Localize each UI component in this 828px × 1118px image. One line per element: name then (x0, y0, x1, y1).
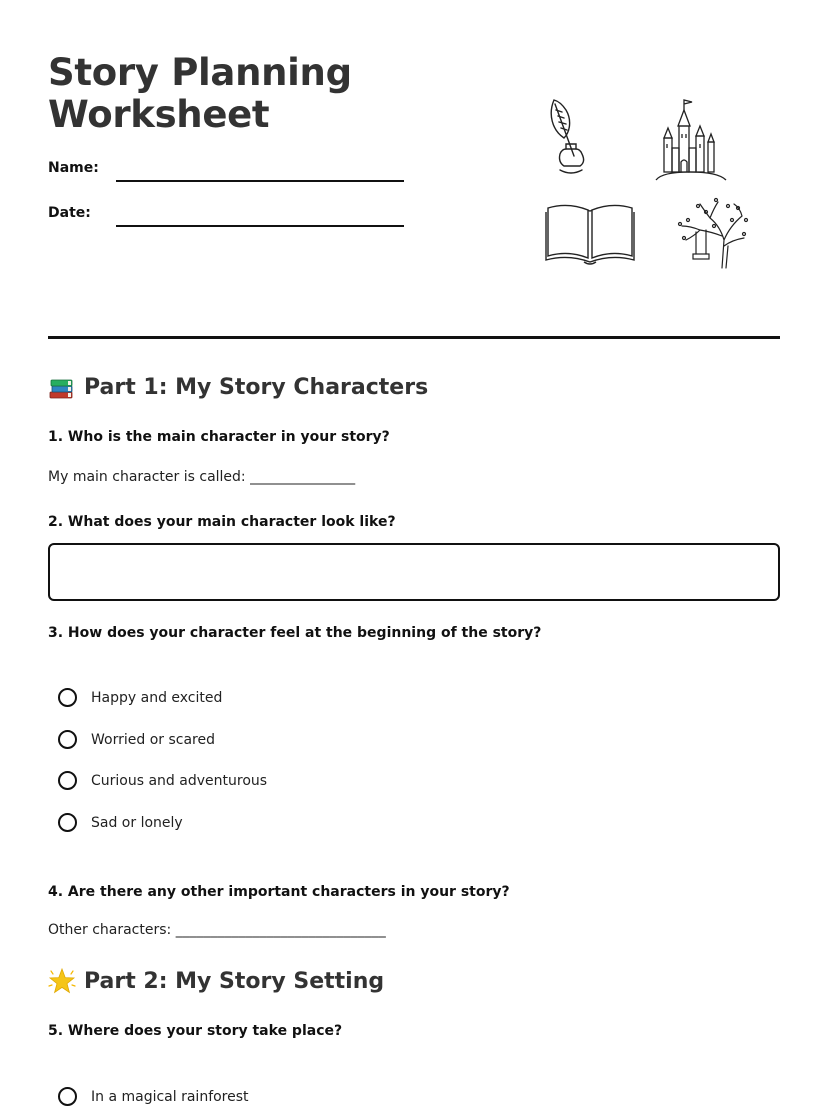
quill-ink-icon (546, 96, 596, 180)
q3-option[interactable] (58, 688, 222, 707)
part2-heading-text: Part 2: My Story Setting (84, 968, 385, 994)
name-field[interactable] (116, 180, 404, 182)
open-book-icon (544, 200, 636, 266)
part2-heading (48, 968, 384, 994)
date-field[interactable] (116, 225, 404, 227)
q3-option-label: Sad or lonely (91, 814, 183, 831)
character-appearance-answer-box[interactable] (48, 543, 780, 601)
q3-option-label: Worried or scared (91, 731, 215, 748)
question-4: 4. Are there any other important characters in your story? (48, 884, 510, 900)
question-5: 5. Where does your story take place? (48, 1023, 343, 1039)
name-label: Name: (48, 160, 99, 176)
radio-button[interactable] (58, 730, 77, 749)
q3-option[interactable] (58, 730, 215, 749)
question-1: 1. Who is the main character in your story? (48, 429, 390, 445)
question-2: 2. What does your main character look like? (48, 514, 396, 530)
radio-button[interactable] (58, 1087, 77, 1106)
radio-button[interactable] (58, 813, 77, 832)
q5-option-label: In a magical rainforest (91, 1088, 249, 1105)
part1-heading-text: Part 1: My Story Characters (84, 374, 429, 400)
q3-option[interactable] (58, 813, 183, 832)
question-3: 3. How does your character feel at the beginning of the story? (48, 625, 542, 641)
books-icon (48, 374, 76, 400)
title-line-2: Worksheet (48, 93, 270, 136)
q3-option-label: Curious and adventurous (91, 772, 268, 789)
date-label: Date: (48, 205, 91, 221)
radio-button[interactable] (58, 688, 77, 707)
main-character-name-field[interactable]: My main character is called: _______________ (48, 469, 356, 485)
radio-button[interactable] (58, 771, 77, 790)
q3-option-label: Happy and excited (91, 689, 223, 706)
section-divider (48, 336, 780, 339)
title-line-1: Story Planning (48, 51, 352, 94)
star-icon (48, 968, 76, 994)
part1-heading (48, 374, 428, 400)
q5-option[interactable] (58, 1087, 249, 1106)
other-characters-field[interactable]: Other characters: ______________________________ (48, 922, 386, 938)
worksheet-title (48, 52, 352, 136)
q3-option[interactable] (58, 771, 267, 790)
castle-icon (654, 96, 728, 182)
tree-swing-icon (670, 196, 750, 270)
